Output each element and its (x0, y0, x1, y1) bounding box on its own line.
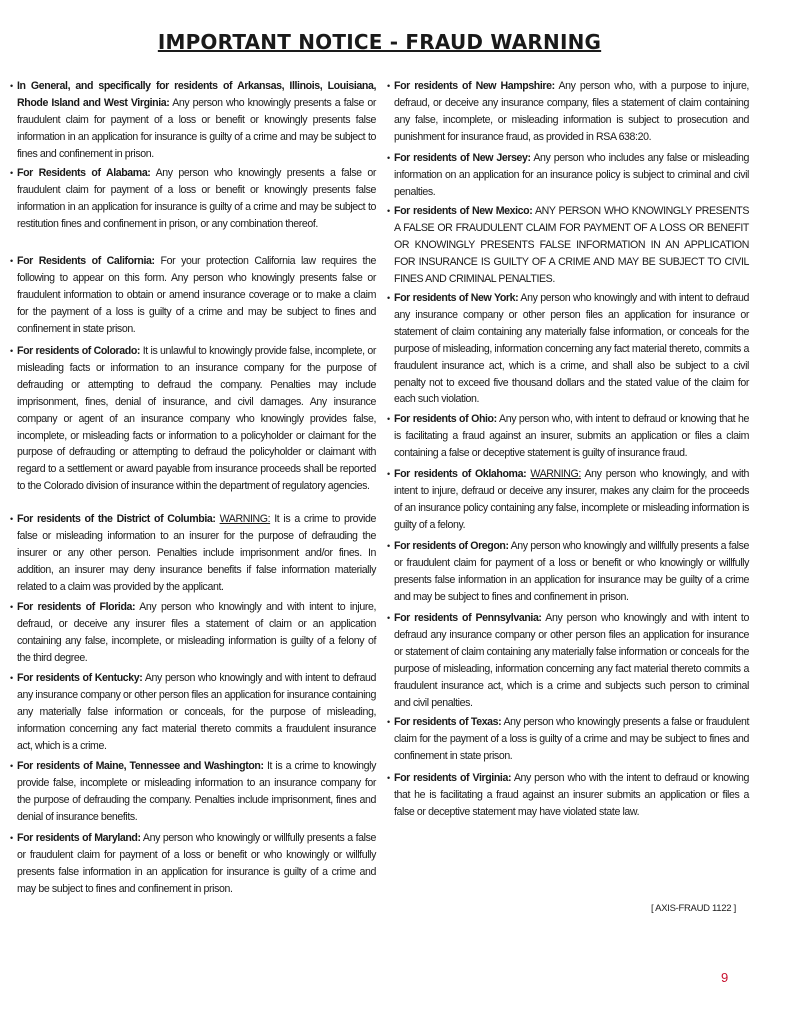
notice-label: For residents of New Hampshire: (394, 80, 555, 92)
notice-item: • For Residents of Alabama: Any person who knowingly presents a false or fraudulent claim for payment of a loss or benefit or knowingly presents false information in an application for insurance is guilty of a crime and may be subject to restitution fines and confinement in prison, or any combination thereof. (10, 167, 376, 230)
notice-item: • For residents of Oregon: Any person who knowingly and willfully presents a false or fraudulent claim for payment of a loss or benefit or who knowingly or willfully presents false information in an application for insurance may be guilty of a crime and may be subject to fines and confinement in prison. (387, 540, 750, 603)
notice-label: For residents of Maryland: (17, 832, 141, 844)
notice-text: It is unlawful to knowingly provide false, incomplete, or misleading facts or information to an insurance company for the purpose of defrauding or attempting to defraud the company. Penalties may include imprisonment, fines, denial of insurance, and civil damages. Any insurance company or agent of an insurance company who knowingly provides false, incomplete, or misleading facts or information to a policyholder or claimant for the purpose of defrauding or attempting to defraud the policyholder or claimant with regard to a settlement or award payable from insurance proceeds shall be reported to the Colorado division of insurance within the department of regulatory agencies. (17, 345, 376, 493)
notice-item: • For residents of Pennsylvania: Any person who knowingly and with intent to defraud any insurance company or other person files an application for insurance or statement of claim containing any materially false information or conceals for the purpose of misleading, information concerning any fact material thereto commits a fraudulent insurance act, which is a crime and subjects such person to criminal and civil penalties. (387, 612, 749, 709)
notice-label: For residents of New Mexico: (394, 205, 533, 217)
notice-text: It is a crime to provide false or misleading information to an insurer for the purpose of defrauding the insurer or any other person. Penalties include imprisonment and/or fines. In addition, an insurer may deny insurance benefits if false information materially related to a claim was provided by the applicant. (17, 513, 376, 593)
notice-text: Any person who knowingly presents a false or fraudulent claim for the payment of a loss is guilty of a crime and may be subject to fines and confinement in state prison. (394, 716, 749, 762)
notice-text: Any person who with the intent to defraud or knowing that he is facilitating a fraud against an insurer submits an application or files a false or deceptive statement may have violated state law. (394, 772, 749, 818)
notice-text: Any person who, with intent to defraud or knowing that he is facilitating a fraud against an insurer, submits an application or files a claim containing a false or deceptive statement is guilty of insurance fraud. (394, 413, 749, 459)
notice-text: Any person who knowingly and with intent to injure, defraud, or deceive any insurer files a statement of claim or an application containing any false, incomplete, or misleading information is guilty of a felony of the third degree. (17, 601, 376, 664)
notice-item: • For residents of Maine, Tennessee and Washington: It is a crime to knowingly provide false, incomplete or misleading information to an insurance company for the purpose of defrauding the company. Penalties include imprisonment, fines and denial of insurance benefits. (10, 760, 377, 823)
notice-item: • For residents of Oklahoma: WARNING: Any person who knowingly, and with intent to injure, defraud or deceive any insurer, makes any claim for the proceeds of an insurance policy containing any false, incomplete or misleading information is guilty of a felony. (387, 468, 749, 531)
notice-item: • For Residents of California: For your protection California law requires the following to appear on this form. Any person who knowingly presents false or fraudulent information to obtain or amend insurance coverage or to make a claim for the payment of a loss is guilty of a crime and may be subject to fines and confinement in state prison. (10, 255, 376, 335)
warning-text: WARNING: (219, 513, 271, 525)
notice-text: Any person who knowingly or willfully presents a false or fraudulent claim for payment of a loss or benefit or who knowingly or willfully presents false information in an application for insurance is guilty of a crime and may be subject to fines and confinement in prison. (17, 832, 376, 895)
notice-label: For residents of Maine, Tennessee and Washington: (17, 760, 264, 772)
page-number: 9 (721, 970, 729, 985)
notice-label: For residents of the District of Columbia: (17, 513, 216, 525)
notice-label: For Residents of Alabama: (17, 167, 151, 179)
notice-item: • For residents of New York: Any person who knowingly and with intent to defraud any insurance company or other person files an application for insurance or statement of claim containing any materially false information, or conceals for the purpose of misleading, information concerning any fact material thereto, commits a fraudulent insurance act, which is a crime, and shall also be subject to a civil penalty not to exceed five thousand dollars and the stated value of the claim for each such violation. (387, 292, 749, 406)
notice-label: For residents of Oklahoma: (394, 468, 527, 480)
notice-item: • In General, and specifically for residents of Arkansas, Illinois, Louisiana, Rhode Island and West Virginia: Any person who knowingly presents a false or fraudulent claim for payment of a loss or benefit or knowingly presents false information in an application for insurance is guilty of a crime and may be subject to fines and confinement in prison. (10, 80, 376, 160)
notice-text: Any person who knowingly and willfully presents a false or fraudulent claim for payment of a loss or benefit or who knowingly or willfully presents false information in an application for insurance may be guilty of a crime and may be subject to fines and confinement in prison. (394, 540, 750, 603)
notice-text: Any person who knowingly presents a false or fraudulent claim for payment of a loss or benefit or knowingly presents false information in an application for insurance is guilty of a crime and may be subject to fines and confinement in prison. (17, 96, 376, 160)
notice-item: • For residents of the District of Columbia: WARNING: It is a crime to provide false or misleading information to an insurer for the purpose of defrauding the insurer or any other person. Penalties include imprisonment and/or fines. In addition, an insurer may deny insurance benefits if false information materially related to a claim was provided by the applicant. (10, 513, 376, 593)
notice-item: • For residents of Kentucky: Any person who knowingly and with intent to defraud any insurance company or other person files an application for insurance containing any materially false information or conceals, for the purpose of misleading, information concerning any fact material thereto commits a fraudulent insurance act, which is a crime. (10, 672, 377, 752)
notice-item: • For residents of New Jersey: Any person who includes any false or misleading information on an application for an insurance policy is subject to criminal and civil penalties. (387, 152, 749, 198)
notice-label: For residents of Virginia: (394, 772, 512, 784)
form-code: [ AXIS-FRAUD 1122 ] (651, 903, 736, 914)
warning-text: WARNING: (530, 468, 581, 480)
notice-label: In General, and specifically for residents of Arkansas, Illinois, Louisiana, Rhode Island and West Virginia: (17, 80, 376, 109)
notice-text: Any person who includes any false or misleading information on an application for an insurance policy is subject to criminal and civil penalties. (394, 152, 749, 198)
notice-label: For residents of Oregon: (394, 540, 509, 552)
notice-text: Any person who knowingly, and with intent to injure, defraud or deceive any insurer, makes any claim for the proceeds of an insurance policy containing any false, incomplete or misleading information is guilty of a felony. (394, 468, 749, 531)
notice-text: Any person who knowingly and with intent to defraud any insurance company or other person files an application for insurance or statement of claim containing any materially false information, or conceals for the purpose of misleading, information concerning any fact material thereto, commits a fraudulent insurance act, which is a crime, and shall also be subject to a civil penalty not to exceed five thousand dollars and the stated value of the claim for each such violation. (394, 292, 749, 406)
notice-item: • For residents of New Hampshire: Any person who, with a purpose to injure, defraud, or deceive any insurance company, files a statement of claim containing any false, incomplete, or misleading information is subject to prosecution and punishment for insurance fraud, as provided in RSA 638:20. (387, 80, 749, 143)
page-title: IMPORTANT NOTICE - FRAUD WARNING (157, 30, 602, 54)
notice-item: • For residents of Colorado: It is unlawful to knowingly provide false, incomplete, or misleading facts or information to an insurance company for the purpose of defrauding or attempting to defraud the company. Penalties may include imprisonment, fines, denial of insurance, and civil damages. Any insurance company or agent of an insurance company who knowingly provides false, incomplete, or misleading facts or information to a policyholder or claimant for the purpose of defrauding or attempting to defraud the policyholder or claimant with regard to a settlement or award payable from insurance proceeds shall be reported to the Colorado division of insurance within the department of regulatory agencies. (10, 345, 376, 493)
notice-label: For residents of Colorado: (17, 345, 141, 357)
notice-text: Any person who, with a purpose to injure, defraud, or deceive any insurance company, files a statement of claim containing any false, incomplete, or misleading information is subject to prosecution and punishment for insurance fraud, as provided in RSA 638:20. (394, 80, 749, 143)
notice-label: For Residents of California: (17, 255, 155, 267)
notice-label: For residents of Kentucky: (17, 672, 143, 684)
notice-text: Any person who knowingly presents a false or fraudulent claim for payment of a loss or benefit or knowingly presents false information in an application for insurance is guilty of a crime and may be subject to restitution fines and confinement in prison, or any combination thereof. (17, 167, 376, 230)
notice-text: Any person who knowingly and with intent to defraud any insurance company or other person files an application for insurance or statement of claim containing any materially false information or conceals for the purpose of misleading, information concerning any fact material thereto commits a fraudulent insurance act, which is a crime and subjects such person to criminal and civil penalties. (394, 612, 749, 709)
notice-item: • For residents of Texas: Any person who knowingly presents a false or fraudulent claim for the payment of a loss is guilty of a crime and may be subject to fines and confinement in state prison. (387, 716, 749, 762)
notice-item: • For residents of Florida: Any person who knowingly and with intent to injure, defraud, or deceive any insurer files a statement of claim or an application containing any false, incomplete, or misleading information is guilty of a felony of the third degree. (10, 601, 376, 664)
notice-label: For residents of Ohio: (394, 413, 497, 425)
notice-label: For residents of Pennsylvania: (394, 612, 542, 624)
notice-text: For your protection California law requires the following to appear on this form. Any person who knowingly presents false or fraudulent information to obtain or amend insurance coverage or to make a claim for the payment of a loss is guilty of a crime and may be subject to fines and confinement in state prison. (17, 255, 376, 335)
notice-label: For residents of Florida: (17, 601, 136, 613)
notice-text: Any person who knowingly and with intent to defraud any insurance company or other person files an application for insurance containing any materially false information or conceals, for the purpose of misleading, information concerning any fact material thereto commits a fraudulent insurance act, which is a crime. (17, 672, 377, 752)
notice-label: For residents of Texas: (394, 716, 502, 728)
notice-item: • For residents of Ohio: Any person who, with intent to defraud or knowing that he is facilitating a fraud against an insurer, submits an application or files a claim containing a false or deceptive statement is guilty of insurance fraud. (387, 413, 749, 459)
notice-item: • For residents of Maryland: Any person who knowingly or willfully presents a false or fraudulent claim for payment of a loss or benefit or who knowingly or willfully presents false information in an application for insurance is guilty of a crime and may be subject to fines and confinement in prison. (10, 832, 376, 895)
notice-item: • For residents of New Mexico: ANY PERSON WHO KNOWINGLY PRESENTS A FALSE OR FRAUDULENT CLAIM FOR PAYMENT OF A LOSS OR BENEFIT OR KNOWINGLY PRESENTS FALSE INFORMATION IN AN APPLICATION FOR INSURANCE IS GUILTY OF A CRIME AND MAY BE SUBJECT TO CIVIL FINES AND CRIMINAL PENALTIES. (387, 205, 749, 285)
notice-label: For residents of New Jersey: (394, 152, 531, 164)
notice-text: ANY PERSON WHO KNOWINGLY PRESENTS A FALSE OR FRAUDULENT CLAIM FOR PAYMENT OF A LOSS OR BENEFIT OR KNOWINGLY PRESENTS FALSE INFORMATION IN AN APPLICATION FOR INSURANCE IS GUILTY OF A CRIME AND MAY BE SUBJECT TO CIVIL FINES AND CRIMINAL PENALTIES. (394, 205, 749, 285)
notice-item: • For residents of Virginia: Any person who with the intent to defraud or knowing that he is facilitating a fraud against an insurer submits an application or files a false or deceptive statement may have violated state law. (387, 772, 749, 818)
notice-text: It is a crime to knowingly provide false, incomplete or misleading information to an insurance company for the purpose of defrauding the company. Penalties include imprisonment, fines and denial of insurance benefits. (17, 760, 377, 823)
notice-label: For residents of New York: (394, 292, 519, 304)
